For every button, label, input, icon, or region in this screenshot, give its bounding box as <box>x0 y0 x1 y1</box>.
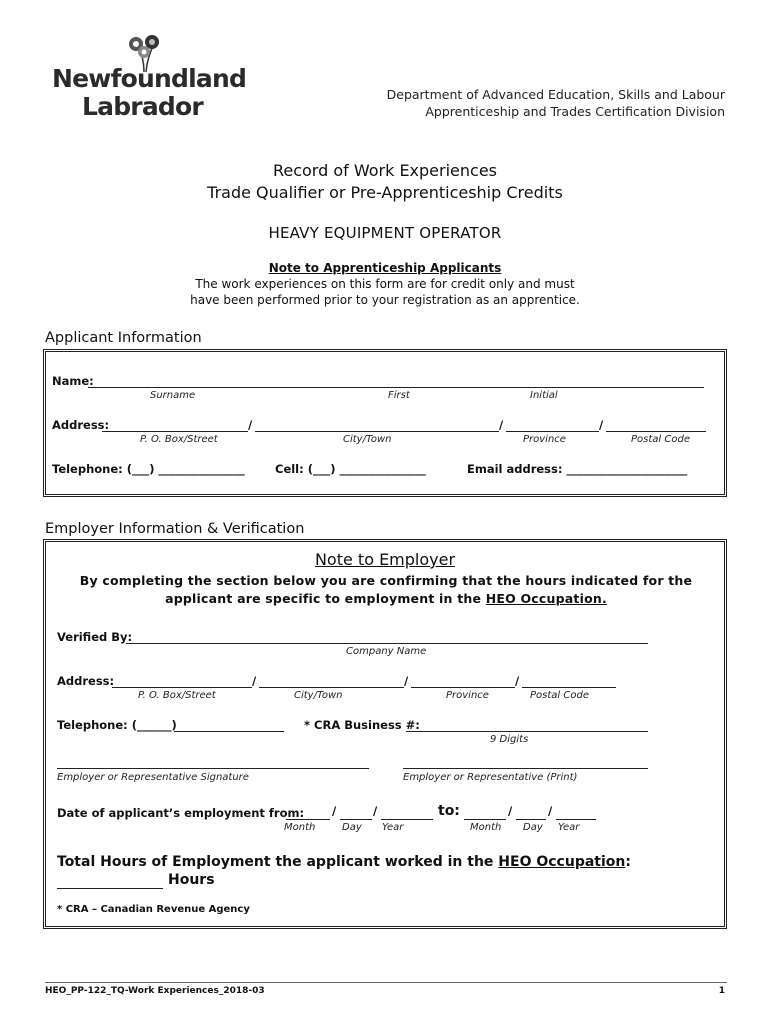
from-year-field[interactable] <box>381 819 433 820</box>
page-number: 1 <box>718 986 725 996</box>
city-caption: City/Town <box>343 434 392 445</box>
total-hours-occupation: HEO Occupation <box>498 854 626 870</box>
heo-occupation-link-text: HEO Occupation. <box>485 591 607 606</box>
total-hours-colon: : <box>625 854 631 870</box>
hours-label: Hours <box>168 872 215 888</box>
from-month-caption: Month <box>284 822 316 833</box>
name-label: Name: <box>52 374 94 388</box>
address-label: Address: <box>52 418 110 432</box>
to-year-caption: Year <box>558 822 580 833</box>
applicant-note <box>0 260 770 308</box>
to-day-field[interactable] <box>516 819 546 820</box>
from-month-field[interactable] <box>286 819 330 820</box>
cra-footnote: * CRA – Canadian Revenue Agency <box>57 904 250 915</box>
footer-divider <box>45 982 727 983</box>
total-hours-field[interactable] <box>57 888 163 889</box>
to-year-field[interactable] <box>556 819 596 820</box>
applicant-note-heading: Note to Apprenticeship Applicants <box>268 261 502 275</box>
employer-note-line1: By completing the section below you are confirming that the hours indicated for the <box>79 573 693 588</box>
employment-date-label: Date of applicant’s employment from: <box>57 806 305 820</box>
company-name-caption: Company Name <box>346 646 427 657</box>
cra-business-number-field[interactable] <box>406 731 648 732</box>
employer-city-caption: City/Town <box>294 690 343 701</box>
applicant-note-line1: The work experiences on this form are for credit only and must <box>195 277 575 291</box>
employer-po-box-caption: P. O. Box/Street <box>138 690 216 701</box>
address-city-field[interactable] <box>255 431 499 432</box>
applicant-info-box: Name: Surname First Initial Address: / / / P. O. Box/Street City/Town Province Postal Code Telephone: (___) _______________ Cell: (___) _______________ Email address: _____________________ <box>43 349 727 497</box>
employer-note-text <box>66 572 706 608</box>
signature-caption: Employer or Representative Signature <box>57 772 249 783</box>
trade-name: HEAVY EQUIPMENT OPERATOR <box>268 224 502 242</box>
from-year-caption: Year <box>382 822 404 833</box>
form-title-line2: Trade Qualifier or Pre-Apprenticeship Credits <box>207 183 563 202</box>
employer-postal-caption: Postal Code <box>530 690 589 701</box>
form-code: HEO_PP-122_TQ-Work Experiences_2018-03 <box>45 986 265 996</box>
employer-telephone-label: Telephone: (______) <box>57 718 177 732</box>
employer-section-heading: Employer Information & Verification <box>45 521 305 537</box>
employer-note-line2 <box>66 590 706 608</box>
to-day-caption: Day <box>523 822 543 833</box>
province-caption: Province <box>523 434 566 445</box>
to-label: to: <box>438 803 460 819</box>
employer-city-field[interactable] <box>259 687 404 688</box>
employer-street-field[interactable] <box>112 687 252 688</box>
form-title <box>0 160 770 204</box>
address-province-field[interactable] <box>506 431 599 432</box>
applicant-note-line2: have been performed prior to your registration as an apprentice. <box>190 293 580 307</box>
department-block <box>387 86 725 120</box>
logo-word-labrador: Labrador <box>82 92 203 121</box>
postal-caption: Postal Code <box>631 434 690 445</box>
employer-note-title: Note to Employer <box>314 550 456 569</box>
representative-print-field[interactable] <box>403 768 648 769</box>
print-caption: Employer or Representative (Print) <box>403 772 578 783</box>
first-name-caption: First <box>388 390 410 401</box>
division-name: Apprenticeship and Trades Certification Division <box>425 104 725 119</box>
email-field[interactable]: Email address: _____________________ <box>467 462 688 476</box>
logo-word-newfoundland: Newfoundland <box>52 64 247 93</box>
form-title-line1: Record of Work Experiences <box>272 161 498 180</box>
employer-postal-field[interactable] <box>522 687 616 688</box>
cell-field[interactable]: Cell: (___) _______________ <box>275 462 426 476</box>
employer-province-field[interactable] <box>411 687 515 688</box>
verified-by-label: Verified By: <box>57 630 133 644</box>
address-street-field[interactable] <box>102 431 248 432</box>
employer-province-caption: Province <box>446 690 489 701</box>
from-day-caption: Day <box>342 822 362 833</box>
surname-caption: Surname <box>150 390 196 401</box>
employer-note-line2-text: applicant are specific to employment in the <box>165 591 486 606</box>
employer-info-box: Note to Employer By completing the section below you are confirming that the hours indicated for the applicant are specific to employment in the HEO Occupation. Verified By: Company Name Address: / / / P. O. Box/Street City/Town Province Postal Code Telephone: (______) * CRA Business #: 9 Digits Employer or Representative Signature Employer or Representative (Print) Date of applicant’s employment from: / / to: / / Month Day Year Month Day Year Total Hours of Employment the applicant worked in the HEO Occupation: Hours * CRA – Canadian Revenue Agency <box>43 539 727 929</box>
po-box-caption: P. O. Box/Street <box>140 434 218 445</box>
name-field[interactable] <box>88 387 704 388</box>
initial-caption: Initial <box>530 390 558 401</box>
department-name: Department of Advanced Education, Skills and Labour <box>386 87 725 102</box>
employer-telephone-field[interactable] <box>174 731 284 732</box>
applicant-section-heading: Applicant Information <box>45 330 202 346</box>
telephone-field[interactable]: Telephone: (___) _______________ <box>52 462 245 476</box>
total-hours-label <box>57 853 631 872</box>
nl-logo <box>52 34 247 124</box>
employer-address-label: Address: <box>57 674 115 688</box>
company-name-field[interactable] <box>126 643 648 644</box>
signature-field[interactable] <box>57 768 369 769</box>
from-day-field[interactable] <box>340 819 372 820</box>
to-month-caption: Month <box>470 822 502 833</box>
to-month-field[interactable] <box>464 819 506 820</box>
cra-business-label: * CRA Business #: <box>304 718 420 732</box>
digits-caption: 9 Digits <box>490 734 529 745</box>
total-hours-text: Total Hours of Employment the applicant worked in the <box>57 854 499 870</box>
address-postal-field[interactable] <box>606 431 706 432</box>
